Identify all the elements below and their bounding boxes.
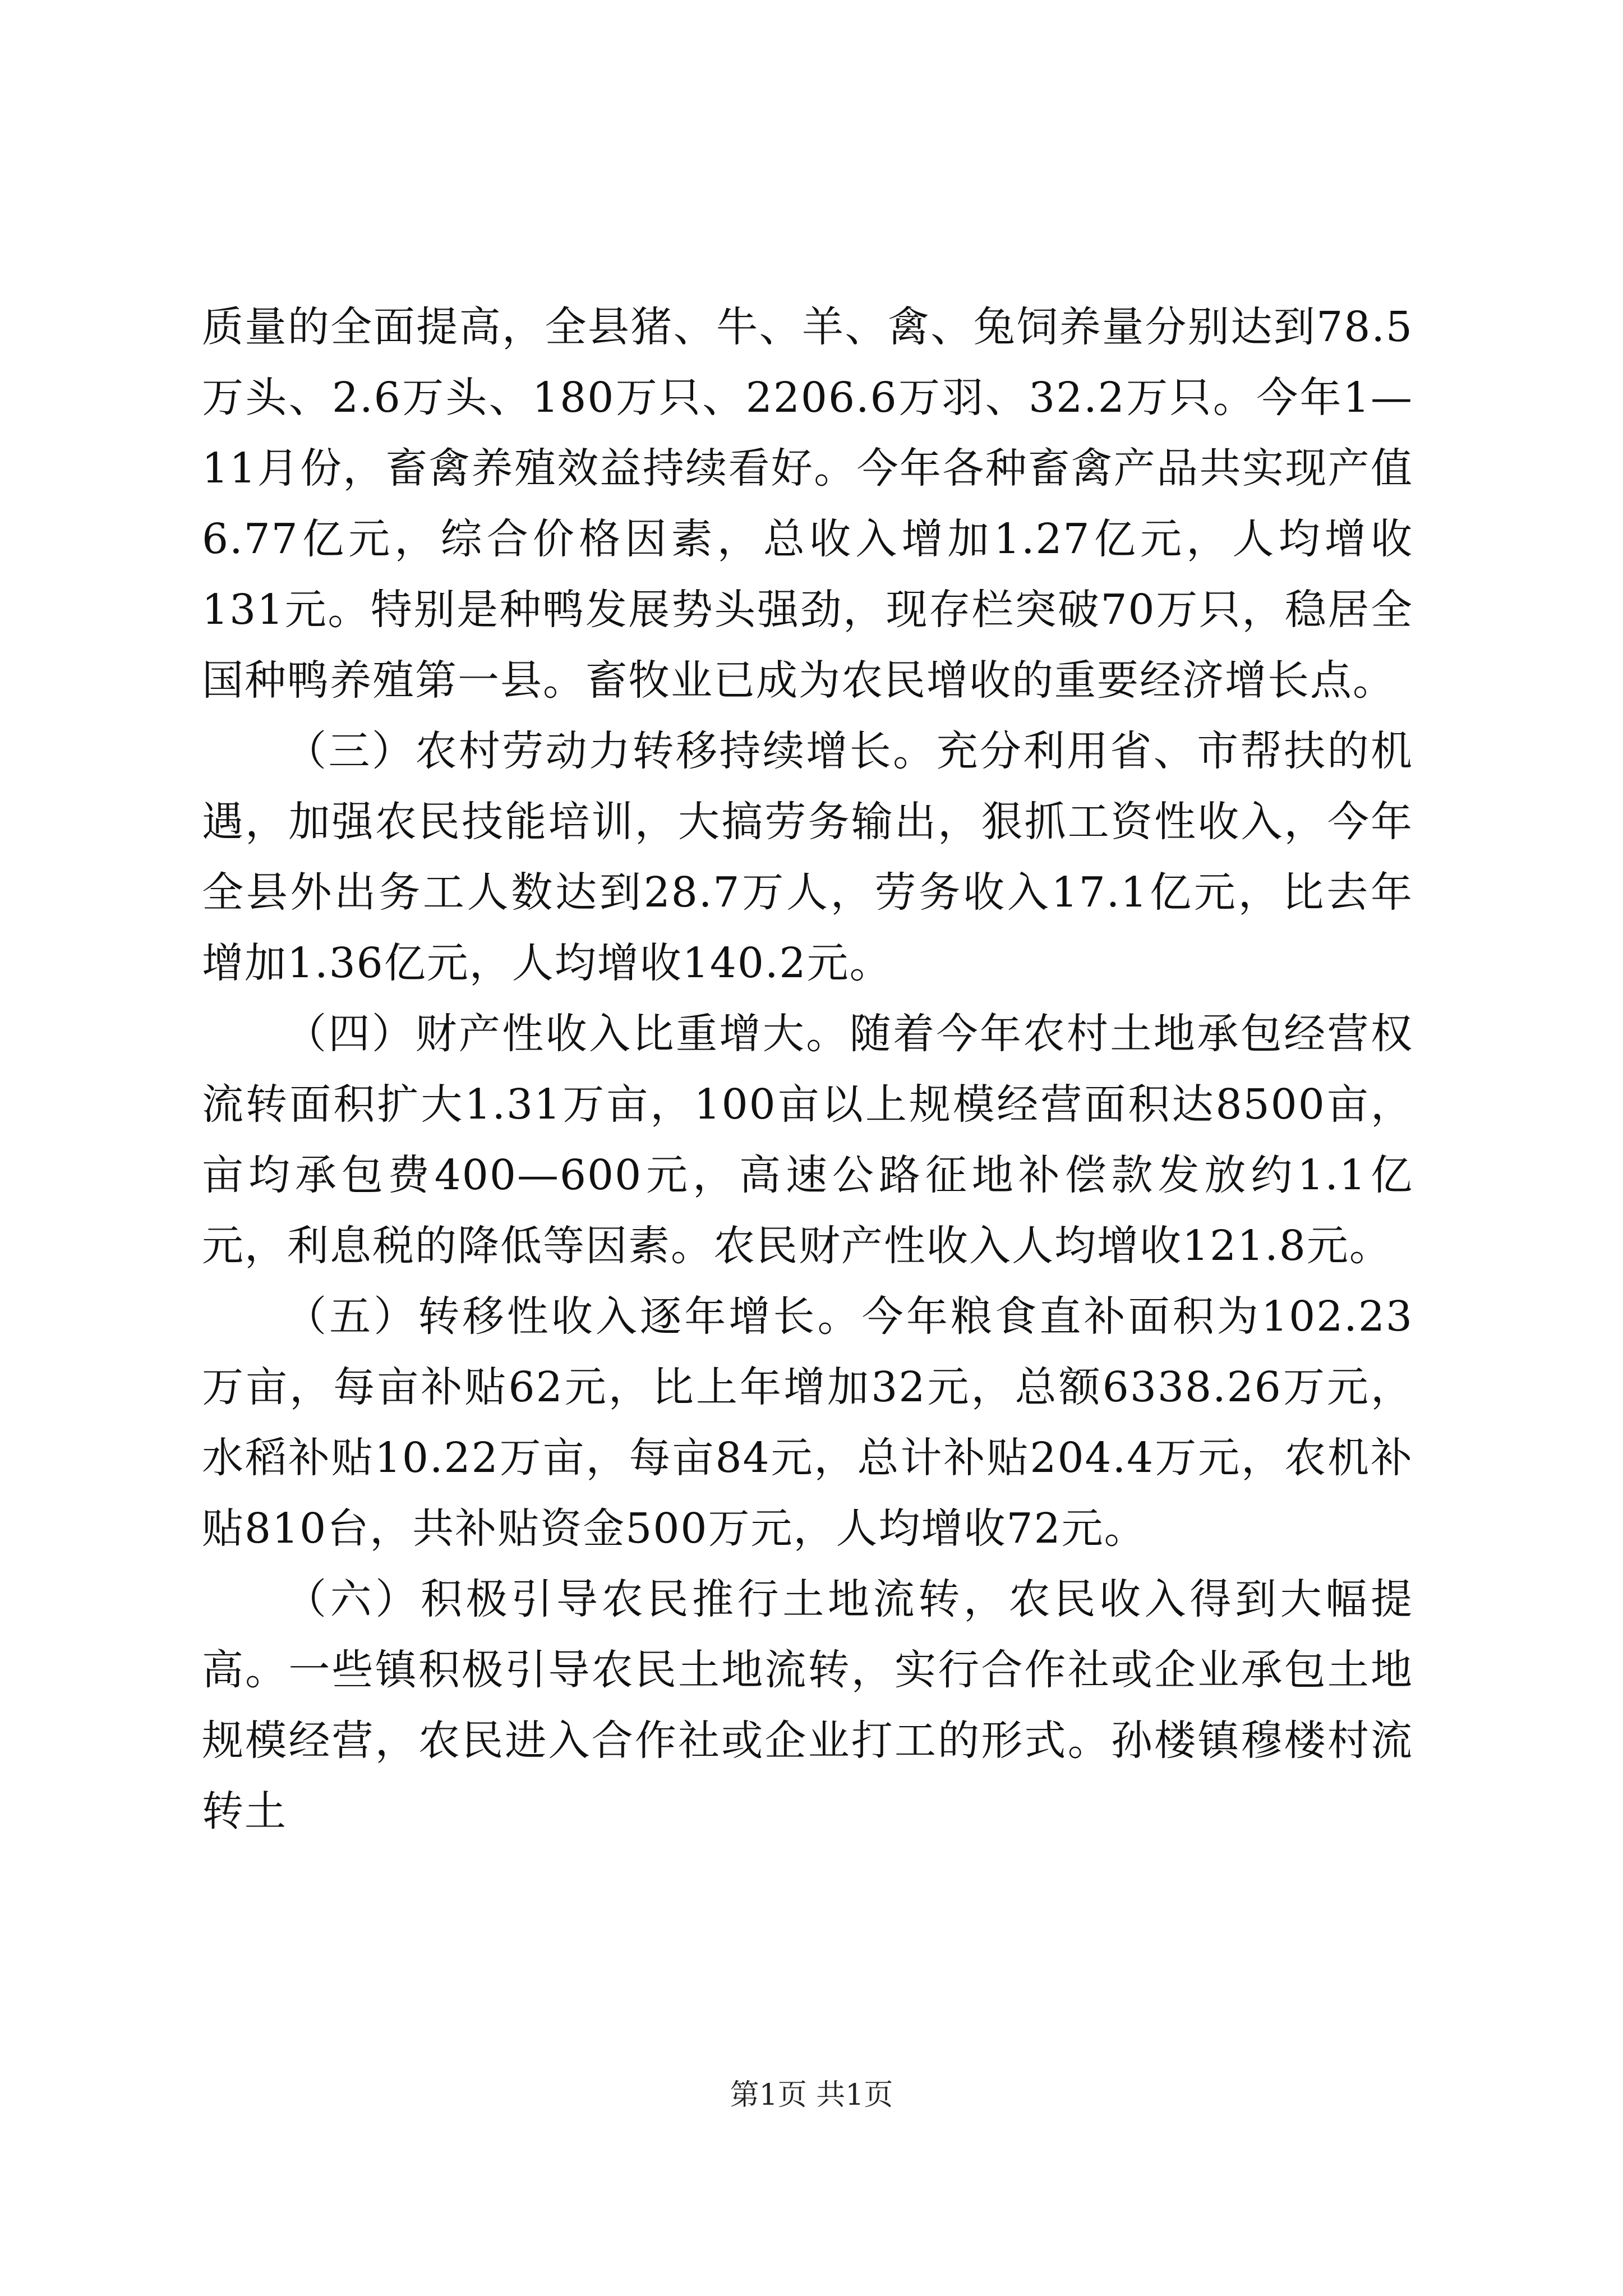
paragraph-livestock: 质量的全面提高，全县猪、牛、羊、禽、兔饲养量分别达到78.5万头、2.6万头、180万只、2206.6万羽、32.2万只。今年1—11月份，畜禽养殖效益持续看好。今年各种畜禽产品共实现产值6.77亿元，综合价格因素，总收入增加1.27亿元，人均增收131元。特别是种鸭发展势头强劲，现存栏突破70万只，稳居全国种鸭养殖第一县。畜牧业已成为农民增收的重要经济增长点。 xyxy=(202,303,1413,705)
paragraph-land-circulation: （六）积极引导农民推行土地流转，农民收入得到大幅提高。一些镇积极引导农民土地流转，实行合作社或企业承包土地规模经营，农民进入合作社或企业打工的形式。孙楼镇穆楼村流转土 xyxy=(202,1575,1413,1835)
paragraph-labor-transfer: （三）农村劳动力转移持续增长。充分利用省、市帮扶的机遇，加强农民技能培训，大搞劳务输出，狠抓工资性收入，今年全县外出务工人数达到28.7万人，劳务收入17.1亿元，比去年增加1.36亿元，人均增收140.2元。 xyxy=(202,727,1413,987)
paragraph-transfer-income: （五）转移性收入逐年增长。今年粮食直补面积为102.23万亩，每亩补贴62元，比上年增加32元，总额6338.26万元，水稻补贴10.22万亩，每亩84元，总计补贴204.4万元，农机补贴810台，共补贴资金500万元，人均增收72元。 xyxy=(202,1292,1413,1553)
paragraph-property-income: （四）财产性收入比重增大。随着今年农村土地承包经营权流转面积扩大1.31万亩，100亩以上规模经营面积达8500亩，亩均承包费400—600元，高速公路征地补偿款发放约1.1亿元，利息税的降低等因素。农民财产性收入人均增收121.8元。 xyxy=(202,1010,1413,1270)
document-body xyxy=(202,292,1413,1847)
page-footer xyxy=(0,2076,1623,2115)
page-number-label: 第1页 共1页 xyxy=(730,2078,893,2112)
